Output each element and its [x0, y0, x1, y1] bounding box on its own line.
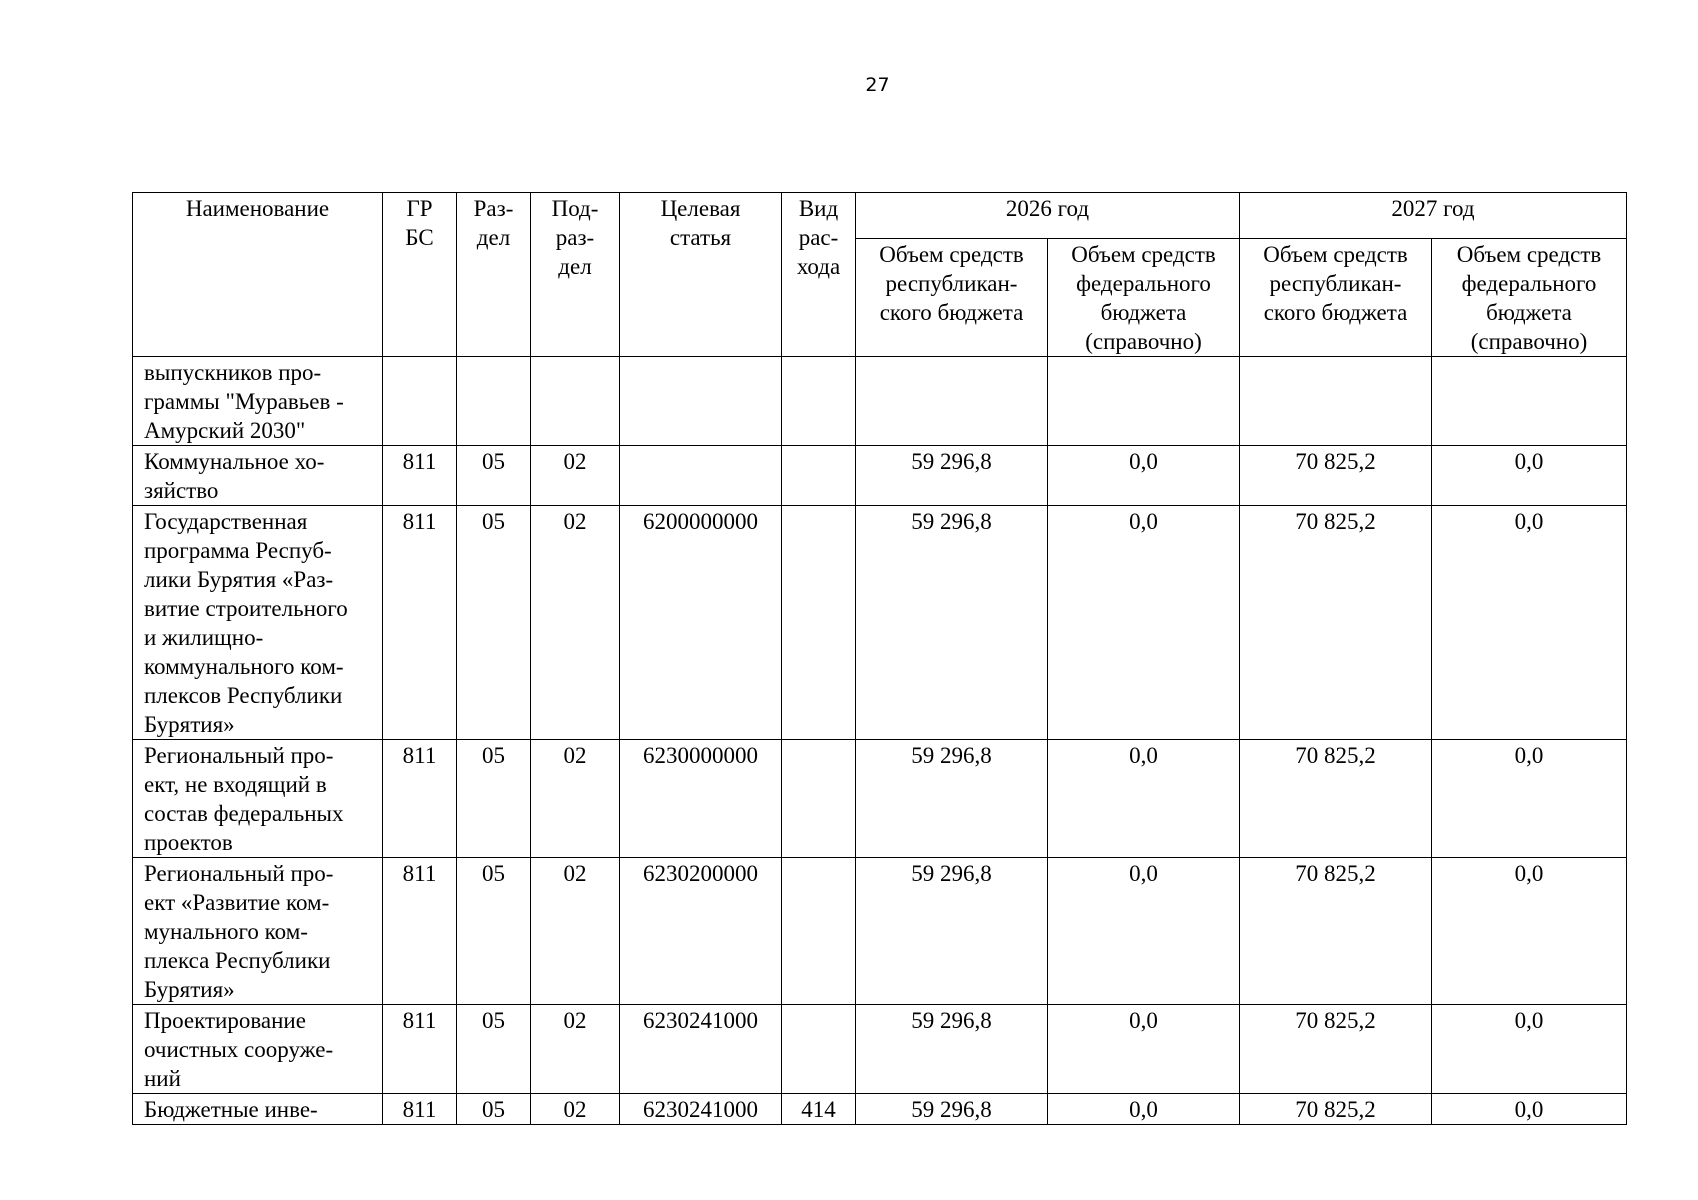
- cell-name: Региональный про- ект, не входящий в состав федеральных проектов: [133, 740, 383, 858]
- table-body: [133, 357, 1627, 1125]
- cell-republic-budget-2026: 59 296,8: [856, 506, 1048, 740]
- header-razdel: Раз- дел: [457, 193, 531, 357]
- table-row: [133, 740, 1627, 858]
- header-podrazdel: Под- раз- дел: [531, 193, 620, 357]
- cell-federal-budget-2026: 0,0: [1048, 858, 1240, 1005]
- cell-federal-budget-2027: 0,0: [1432, 506, 1627, 740]
- table-row: [133, 1005, 1627, 1094]
- cell-federal-budget-2026: 0,0: [1048, 740, 1240, 858]
- cell-name: Государственная программа Респуб- лики Бурятия «Раз- витие строительного и жилищно- коммунального ком- плексов Республики Бурятия»: [133, 506, 383, 740]
- cell-federal-budget-2026: 0,0: [1048, 446, 1240, 506]
- cell-target-article: 6230200000: [620, 858, 782, 1005]
- cell-razdel: 05: [457, 858, 531, 1005]
- cell-name: Коммунальное хо- зяйство: [133, 446, 383, 506]
- cell-podrazdel: [531, 357, 620, 446]
- cell-republic-budget-2027: 70 825,2: [1240, 1094, 1432, 1125]
- cell-podrazdel: 02: [531, 740, 620, 858]
- cell-podrazdel: 02: [531, 506, 620, 740]
- cell-grbs: [383, 357, 457, 446]
- cell-federal-budget-2026: 0,0: [1048, 1005, 1240, 1094]
- cell-razdel: 05: [457, 1094, 531, 1125]
- cell-federal-budget-2026: 0,0: [1048, 506, 1240, 740]
- header-year-2027: 2027 год: [1240, 193, 1627, 239]
- cell-republic-budget-2026: 59 296,8: [856, 740, 1048, 858]
- cell-target-article: [620, 357, 782, 446]
- cell-republic-budget-2027: 70 825,2: [1240, 506, 1432, 740]
- cell-federal-budget-2026: 0,0: [1048, 1094, 1240, 1125]
- cell-podrazdel: 02: [531, 858, 620, 1005]
- cell-expense-type: [782, 858, 856, 1005]
- cell-expense-type: [782, 357, 856, 446]
- cell-expense-type: [782, 506, 856, 740]
- header-republic-budget-2026: Объем средств республикан- ского бюджета: [856, 239, 1048, 357]
- cell-federal-budget-2027: 0,0: [1432, 858, 1627, 1005]
- header-year-2026: 2026 год: [856, 193, 1240, 239]
- cell-razdel: 05: [457, 740, 531, 858]
- cell-razdel: 05: [457, 446, 531, 506]
- header-grbs: ГР БС: [383, 193, 457, 357]
- cell-federal-budget-2027: 0,0: [1432, 1094, 1627, 1125]
- table-row: [133, 357, 1627, 446]
- header-federal-budget-2026: Объем средств федерального бюджета (справочно): [1048, 239, 1240, 357]
- table-row: [133, 858, 1627, 1005]
- header-expense-type: Вид рас- хода: [782, 193, 856, 357]
- cell-republic-budget-2026: [856, 357, 1048, 446]
- cell-republic-budget-2027: [1240, 357, 1432, 446]
- cell-name: Бюджетные инве-: [133, 1094, 383, 1125]
- cell-federal-budget-2027: 0,0: [1432, 446, 1627, 506]
- cell-grbs: 811: [383, 506, 457, 740]
- cell-republic-budget-2026: 59 296,8: [856, 1094, 1048, 1125]
- cell-target-article: 6200000000: [620, 506, 782, 740]
- table-row: [133, 1094, 1627, 1125]
- table-header: [133, 193, 1627, 357]
- cell-name: Региональный про- ект «Развитие ком- мунального ком- плекса Республики Бурятия»: [133, 858, 383, 1005]
- header-name: Наименование: [133, 193, 383, 357]
- cell-republic-budget-2027: 70 825,2: [1240, 740, 1432, 858]
- cell-republic-budget-2026: 59 296,8: [856, 446, 1048, 506]
- cell-razdel: [457, 357, 531, 446]
- cell-name: Проектирование очистных сооруже- ний: [133, 1005, 383, 1094]
- cell-podrazdel: 02: [531, 446, 620, 506]
- header-republic-budget-2027: Объем средств республикан- ского бюджета: [1240, 239, 1432, 357]
- cell-expense-type: [782, 446, 856, 506]
- cell-federal-budget-2027: 0,0: [1432, 740, 1627, 858]
- table-row: [133, 506, 1627, 740]
- table-row: [133, 446, 1627, 506]
- cell-podrazdel: 02: [531, 1094, 620, 1125]
- cell-grbs: 811: [383, 1005, 457, 1094]
- cell-republic-budget-2027: 70 825,2: [1240, 446, 1432, 506]
- cell-target-article: 6230241000: [620, 1094, 782, 1125]
- cell-grbs: 811: [383, 740, 457, 858]
- cell-expense-type: [782, 1005, 856, 1094]
- cell-target-article: [620, 446, 782, 506]
- cell-federal-budget-2026: [1048, 357, 1240, 446]
- header-row: [133, 193, 1627, 239]
- cell-razdel: 05: [457, 506, 531, 740]
- cell-republic-budget-2027: 70 825,2: [1240, 858, 1432, 1005]
- cell-grbs: 811: [383, 1094, 457, 1125]
- cell-podrazdel: 02: [531, 1005, 620, 1094]
- cell-federal-budget-2027: 0,0: [1432, 1005, 1627, 1094]
- cell-federal-budget-2027: [1432, 357, 1627, 446]
- header-target-article: Целевая статья: [620, 193, 782, 357]
- cell-expense-type: 414: [782, 1094, 856, 1125]
- cell-name: выпускников про- граммы "Муравьев - Амурский 2030": [133, 357, 383, 446]
- cell-target-article: 6230241000: [620, 1005, 782, 1094]
- cell-grbs: 811: [383, 446, 457, 506]
- cell-republic-budget-2027: 70 825,2: [1240, 1005, 1432, 1094]
- header-federal-budget-2027: Объем средств федерального бюджета (справочно): [1432, 239, 1627, 357]
- cell-target-article: 6230000000: [620, 740, 782, 858]
- page-number: 27: [865, 74, 890, 96]
- cell-republic-budget-2026: 59 296,8: [856, 1005, 1048, 1094]
- cell-expense-type: [782, 740, 856, 858]
- budget-table: [132, 192, 1627, 1125]
- cell-grbs: 811: [383, 858, 457, 1005]
- cell-razdel: 05: [457, 1005, 531, 1094]
- cell-republic-budget-2026: 59 296,8: [856, 858, 1048, 1005]
